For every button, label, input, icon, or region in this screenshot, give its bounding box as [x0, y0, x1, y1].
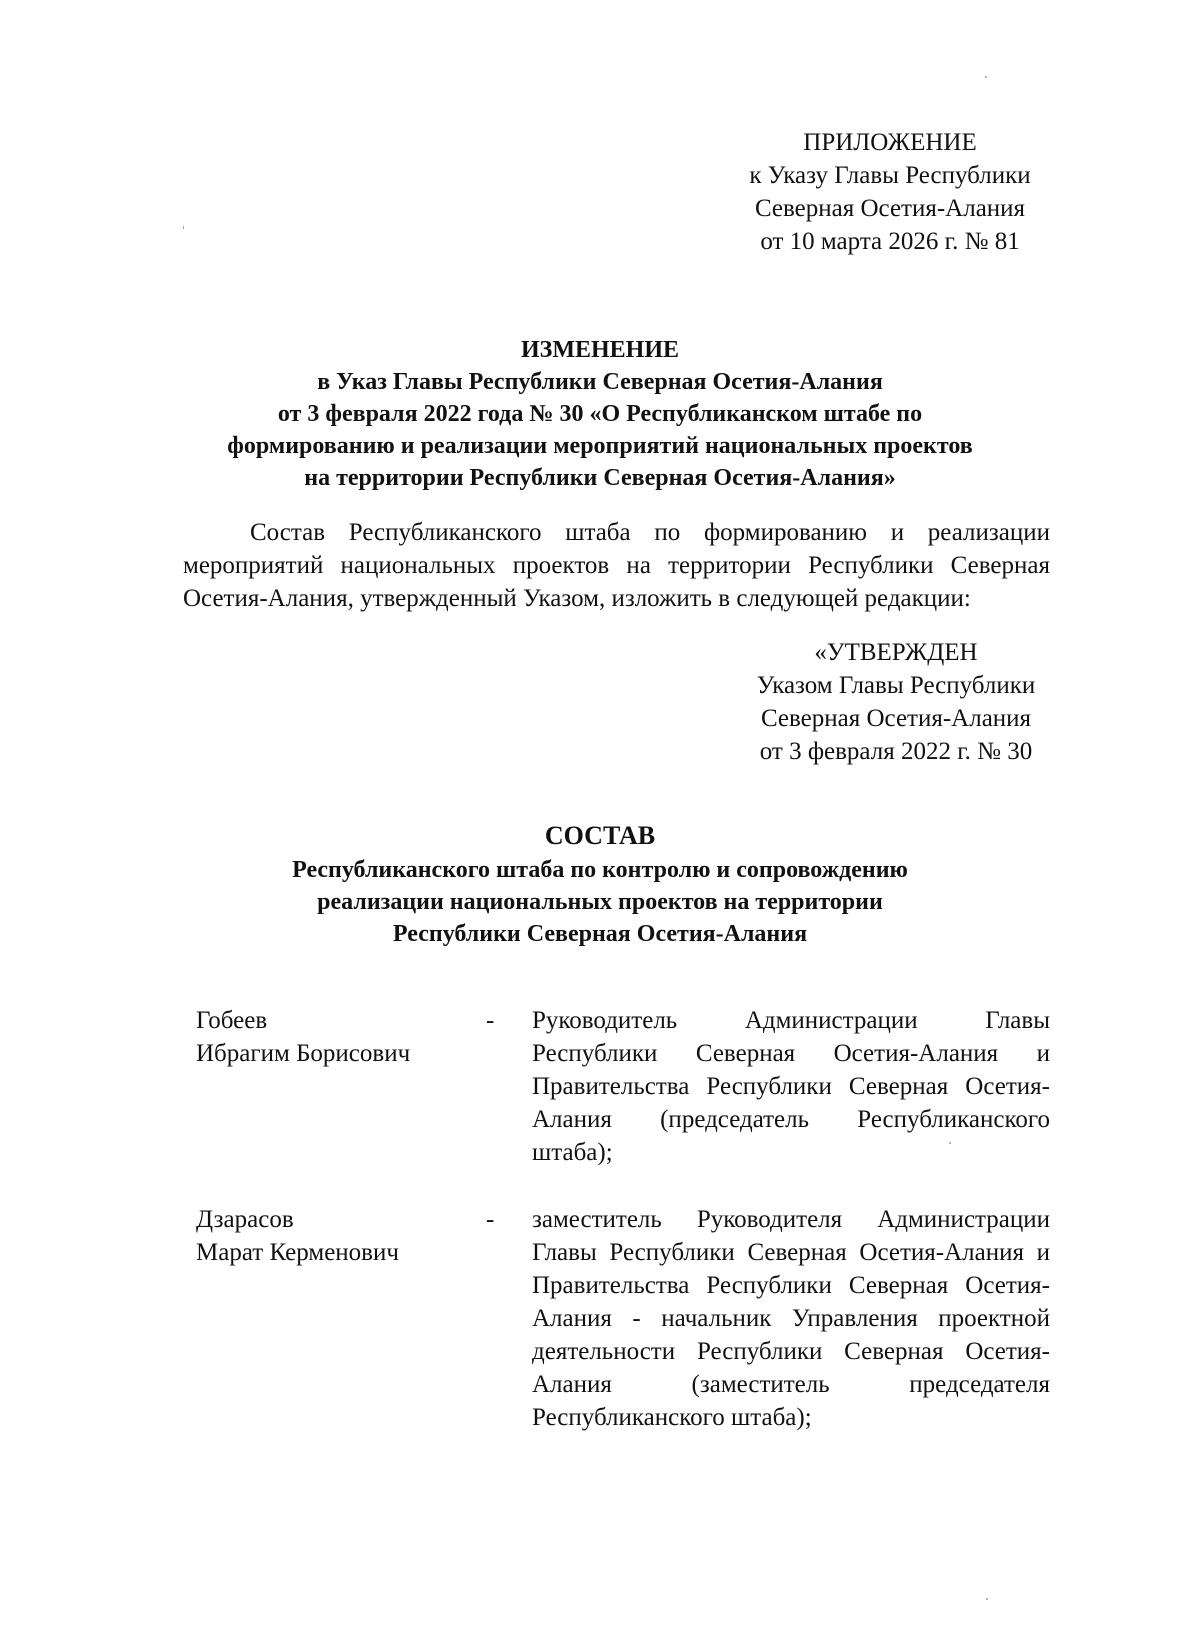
appendix-line: Северная Осетия-Алания	[754, 195, 1026, 222]
member-name	[196, 1203, 486, 1269]
approval-line: «УТВЕРЖДЕН	[814, 639, 978, 666]
scan-speck	[986, 1598, 988, 1600]
member-dash: -	[486, 1007, 495, 1034]
member-dash: -	[486, 1206, 495, 1233]
approval-block	[706, 636, 1086, 768]
title-heading: ИЗМЕНЕНИЕ	[520, 337, 679, 363]
member-row	[196, 1203, 1050, 1434]
member-given-names: Марат Керменович	[196, 1239, 399, 1266]
approval-line: Северная Осетия-Алания	[760, 705, 1032, 732]
scan-speck	[183, 226, 184, 229]
member-surname: Гобеев	[196, 1007, 268, 1034]
title-line: на территории Республики Северная Осетия-Алания»	[304, 465, 896, 491]
member-role: заместитель Руководителя Администрации Главы Республики Северная Осетия-Алания и Правительства Республики Северная Осетия-Алания - начальник Управления проектной деятельности Республики Северная Осетия-Алания (заместитель председателя Республиканского штаба);	[532, 1206, 1050, 1431]
scan-speck	[985, 76, 987, 78]
title-line: в Указ Главы Республики Северная Осетия-Алания	[317, 369, 883, 395]
member-name	[196, 1004, 486, 1070]
approval-line: от 3 февраля 2022 г. № 30	[759, 738, 1033, 765]
composition-heading: СОСТАВ	[544, 821, 656, 850]
composition-title	[160, 820, 1040, 950]
body-paragraph: Состав Республиканского штаба по формированию и реализации мероприятий национальных проектов на территории Республики Северная Осетия-Алания, утвержденный Указом, изложить в следующей редакции:	[183, 519, 1050, 612]
member-given-names: Ибрагим Борисович	[196, 1040, 411, 1067]
composition-line: реализации национальных проектов на территории	[317, 889, 883, 915]
member-row	[196, 1004, 1050, 1169]
appendix-block	[700, 126, 1080, 258]
members-list	[196, 1004, 1050, 1468]
composition-line: Республиканского штаба по контролю и сопровождению	[292, 857, 908, 883]
appendix-line: к Указу Главы Республики	[749, 162, 1031, 189]
document-title	[160, 334, 1040, 494]
title-line: от 3 февраля 2022 года № 30 «О Республиканском штабе по	[277, 401, 923, 427]
appendix-line: ПРИЛОЖЕНИЕ	[803, 129, 977, 156]
approval-line: Указом Главы Республики	[756, 672, 1036, 699]
title-line: формированию и реализации мероприятий национальных проектов	[227, 433, 973, 459]
appendix-line: от 10 марта 2026 г. № 81	[760, 228, 1020, 255]
member-role: Руководитель Администрации Главы Республики Северная Осетия-Алания и Правительства Республики Северная Осетия-Алания (председатель Республиканского штаба);	[532, 1007, 1050, 1166]
scan-speck	[949, 1142, 951, 1144]
member-surname: Дзарасов	[196, 1206, 294, 1233]
composition-line: Республики Северная Осетия-Алания	[392, 921, 808, 947]
